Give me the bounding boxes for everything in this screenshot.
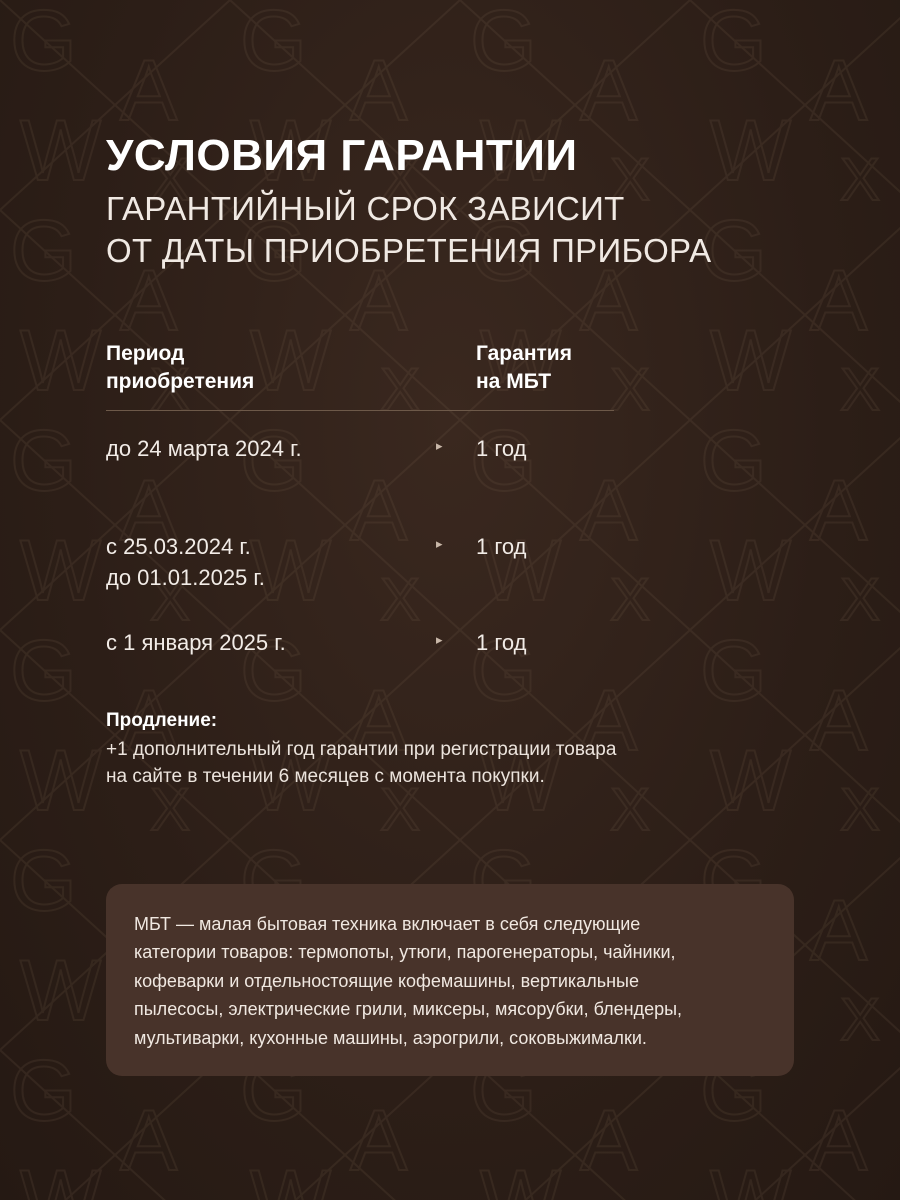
column-header-period xyxy=(106,340,476,396)
row-period-line-2: до 01.01.2025 г. xyxy=(106,565,265,591)
callout-line-3: кофеварки и отдельностоящие кофемашины, вертикальные xyxy=(134,970,639,991)
row-period-line-1: с 1 января 2025 г. xyxy=(106,630,286,656)
arrow-right-icon: ▸ xyxy=(436,632,443,648)
row-period-value xyxy=(106,531,436,593)
column-header-warranty-line-2: на МБТ xyxy=(476,369,552,393)
extension-text xyxy=(106,737,806,791)
table-header-row xyxy=(106,340,726,410)
extension-title: Продление: xyxy=(106,710,218,731)
column-header-period-line-2: приобретения xyxy=(106,369,255,393)
page-subtitle xyxy=(106,188,711,272)
table-divider xyxy=(106,410,614,411)
column-header-warranty-line-1: Гарантия xyxy=(476,342,572,365)
extension-note xyxy=(106,710,806,791)
subtitle-line-2: ОТ ДАТЫ ПРИОБРЕТЕНИЯ ПРИБОРА xyxy=(106,232,712,270)
mbt-definition-callout xyxy=(106,884,794,1076)
row-period-value xyxy=(106,433,436,464)
table-row xyxy=(106,627,726,683)
row-warranty-value: 1 год xyxy=(476,630,527,656)
warranty-table xyxy=(106,340,726,683)
extension-line-2: на сайте в течении 6 месяцев с момента покупки. xyxy=(106,765,545,787)
table-row xyxy=(106,531,726,593)
arrow-right-icon: ▸ xyxy=(436,535,443,551)
callout-line-5: мультиварки, кухонные машины, аэрогрили, соковыжималки. xyxy=(134,1027,647,1048)
subtitle-line-1: ГАРАНТИЙНЫЙ СРОК ЗАВИСИТ xyxy=(106,190,625,227)
extension-line-1: +1 дополнительный год гарантии при регистрации товара xyxy=(106,739,617,760)
callout-line-2: категории товаров: термопоты, утюги, парогенераторы, чайники, xyxy=(134,942,676,963)
row-period-line-1: с 25.03.2024 г. xyxy=(106,533,251,559)
column-header-period-line-1: Период xyxy=(106,342,185,365)
callout-line-4: пылесосы, электрические грили, миксеры, мясорубки, блендеры, xyxy=(134,999,683,1020)
page-title: УСЛОВИЯ ГАРАНТИИ xyxy=(106,131,578,181)
row-warranty-value: 1 год xyxy=(476,533,527,559)
arrow-right-icon: ▸ xyxy=(436,437,443,453)
table-row xyxy=(106,433,726,489)
column-header-warranty xyxy=(476,340,726,396)
row-period-value xyxy=(106,627,436,658)
callout-line-1: МБТ — малая бытовая техника включает в себя следующие xyxy=(134,914,641,934)
row-period-line-1: до 24 марта 2024 г. xyxy=(106,435,302,461)
row-warranty-value: 1 год xyxy=(476,435,527,461)
